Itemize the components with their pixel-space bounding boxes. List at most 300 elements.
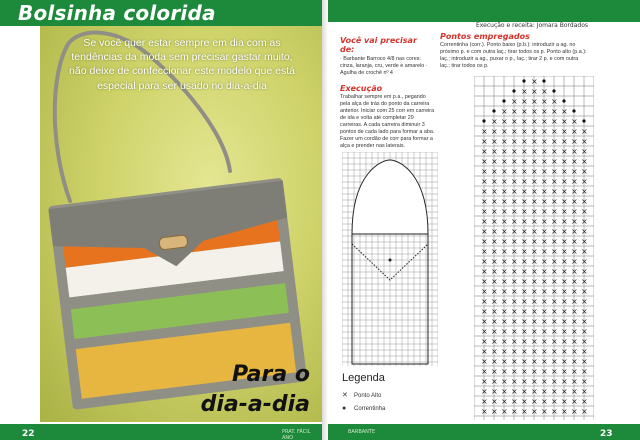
treble-stitch-mark: × [551, 137, 558, 146]
treble-stitch-mark: × [581, 377, 588, 386]
treble-stitch-mark: × [561, 237, 568, 246]
treble-stitch-mark: × [541, 377, 548, 386]
treble-stitch-mark: × [541, 317, 548, 326]
treble-stitch-mark: × [491, 297, 498, 306]
treble-stitch-mark: × [561, 217, 568, 226]
page-title: Bolsinha colorida [18, 1, 216, 25]
treble-stitch-mark: × [491, 167, 498, 176]
treble-stitch-mark: × [571, 157, 578, 166]
treble-stitch-mark: × [531, 297, 538, 306]
treble-stitch-mark: × [491, 337, 498, 346]
treble-stitch-mark: × [501, 397, 508, 406]
treble-stitch-mark: × [561, 177, 568, 186]
treble-stitch-mark: × [481, 307, 488, 316]
treble-stitch-mark: × [511, 327, 518, 336]
treble-stitch-mark: × [561, 407, 568, 416]
treble-stitch-mark: × [511, 237, 518, 246]
treble-stitch-mark: × [491, 407, 498, 416]
treble-stitch-mark: × [491, 287, 498, 296]
treble-stitch-mark: × [531, 137, 538, 146]
treble-stitch-mark: × [581, 157, 588, 166]
treble-stitch-mark: × [561, 137, 568, 146]
treble-stitch-mark: × [541, 87, 548, 96]
treble-stitch-mark: × [581, 237, 588, 246]
treble-stitch-mark: × [521, 157, 528, 166]
treble-stitch-mark: × [511, 217, 518, 226]
treble-stitch-mark: × [551, 287, 558, 296]
treble-stitch-mark: × [551, 117, 558, 126]
treble-stitch-mark: × [581, 397, 588, 406]
treble-stitch-mark: × [541, 407, 548, 416]
treble-stitch-mark: × [501, 207, 508, 216]
flap-diagram [342, 152, 438, 366]
treble-stitch-mark: × [561, 267, 568, 276]
treble-stitch-mark: × [491, 317, 498, 326]
treble-stitch-mark: × [501, 187, 508, 196]
treble-stitch-mark: × [571, 337, 578, 346]
treble-stitch-mark: × [581, 187, 588, 196]
treble-stitch-mark: × [581, 247, 588, 256]
treble-stitch-mark: × [551, 297, 558, 306]
treble-stitch-mark: × [541, 187, 548, 196]
treble-stitch-mark: × [521, 207, 528, 216]
treble-stitch-mark: × [551, 317, 558, 326]
treble-stitch-mark: × [521, 237, 528, 246]
treble-stitch-mark: × [531, 367, 538, 376]
treble-stitch-mark: × [541, 307, 548, 316]
treble-stitch-mark: × [501, 107, 508, 116]
treble-stitch-mark: × [531, 377, 538, 386]
treble-stitch-mark: × [571, 177, 578, 186]
treble-stitch-mark: × [541, 197, 548, 206]
treble-stitch-mark: × [541, 347, 548, 356]
treble-stitch-mark: × [501, 137, 508, 146]
treble-stitch-mark: × [581, 217, 588, 226]
treble-stitch-mark: × [491, 227, 498, 236]
treble-stitch-mark: × [481, 237, 488, 246]
treble-stitch-mark: × [541, 107, 548, 116]
treble-stitch-mark: × [501, 367, 508, 376]
treble-stitch-mark: × [491, 387, 498, 396]
treble-stitch-mark: × [531, 307, 538, 316]
treble-stitch-mark: × [561, 387, 568, 396]
execution-text: Trabalhar sempre em p.a., pegando pela alça de trás do ponto da carreira anterior. Iniciar com 25 corr em carreira de ida e volta até completar 29 carreiras. A cada carreira diminuir 3 pontos de cada lado para formar a aba. Fazer um cordão de corr para formar a alça e prender nas laterais. [340, 94, 435, 149]
treble-stitch-mark: × [551, 357, 558, 366]
treble-stitch-mark: × [511, 247, 518, 256]
treble-stitch-mark: × [561, 247, 568, 256]
treble-stitch-mark: × [501, 347, 508, 356]
treble-stitch-mark: × [541, 177, 548, 186]
treble-stitch-mark: × [481, 207, 488, 216]
treble-stitch-mark: × [481, 267, 488, 276]
treble-stitch-mark: × [531, 197, 538, 206]
treble-stitch-mark: × [541, 227, 548, 236]
treble-stitch-mark: × [511, 367, 518, 376]
treble-stitch-mark: × [571, 147, 578, 156]
materials-text: · Barbante Barroco 4/8 nas cores: cinza, laranja, cru, verde e amarelo · Agulha de crochê nº 4 [340, 56, 428, 76]
treble-stitch-mark: × [481, 337, 488, 346]
treble-stitch-mark: × [551, 97, 558, 106]
treble-stitch-mark: × [481, 197, 488, 206]
treble-stitch-mark: × [531, 267, 538, 276]
treble-stitch-mark: × [541, 397, 548, 406]
treble-stitch-mark: × [521, 357, 528, 366]
treble-stitch-mark: × [511, 97, 518, 106]
treble-stitch-mark: × [561, 187, 568, 196]
treble-stitch-mark: × [521, 327, 528, 336]
footer-band-left [0, 424, 322, 440]
treble-stitch-mark: × [541, 97, 548, 106]
treble-stitch-mark: × [551, 307, 558, 316]
treble-stitch-mark: × [541, 157, 548, 166]
treble-stitch-mark: × [491, 127, 498, 136]
treble-stitch-mark: × [481, 297, 488, 306]
treble-stitch-mark: × [571, 357, 578, 366]
treble-stitch-mark: × [571, 327, 578, 336]
treble-stitch-mark: × [491, 147, 498, 156]
treble-stitch-mark: × [561, 377, 568, 386]
treble-stitch-mark: × [521, 367, 528, 376]
treble-stitch-mark: × [531, 107, 538, 116]
treble-stitch-mark: × [531, 347, 538, 356]
dot-icon: ● [342, 405, 347, 412]
treble-stitch-mark: × [511, 107, 518, 116]
treble-stitch-mark: × [521, 227, 528, 236]
treble-stitch-mark: × [481, 127, 488, 136]
treble-stitch-mark: × [581, 357, 588, 366]
treble-stitch-mark: × [521, 167, 528, 176]
treble-stitch-mark: × [511, 347, 518, 356]
treble-stitch-mark: × [561, 107, 568, 116]
bag-outline-top [352, 160, 428, 234]
treble-stitch-mark: × [551, 257, 558, 266]
treble-stitch-mark: × [581, 277, 588, 286]
treble-stitch-mark: × [531, 397, 538, 406]
treble-stitch-mark: × [501, 157, 508, 166]
treble-stitch-mark: × [551, 237, 558, 246]
treble-stitch-mark: × [541, 127, 548, 136]
treble-stitch-mark: × [501, 197, 508, 206]
treble-stitch-mark: × [501, 217, 508, 226]
treble-stitch-mark: × [541, 297, 548, 306]
treble-stitch-mark: × [571, 197, 578, 206]
treble-stitch-mark: × [551, 267, 558, 276]
treble-stitch-mark: × [571, 347, 578, 356]
treble-stitch-mark: × [501, 267, 508, 276]
treble-stitch-mark: × [501, 307, 508, 316]
execution-heading: Execução [340, 84, 383, 93]
treble-stitch-mark: × [491, 267, 498, 276]
treble-stitch-mark: × [581, 387, 588, 396]
treble-stitch-mark: × [551, 377, 558, 386]
treble-stitch-mark: × [501, 317, 508, 326]
treble-stitch-mark: × [481, 357, 488, 366]
treble-stitch-mark: × [501, 237, 508, 246]
treble-stitch-mark: × [521, 307, 528, 316]
treble-stitch-mark: × [551, 197, 558, 206]
chain-stitch-dot [552, 89, 555, 92]
treble-stitch-mark: × [531, 127, 538, 136]
x-mark-icon: ✕ [342, 392, 348, 399]
treble-stitch-mark: × [571, 227, 578, 236]
treble-stitch-mark: × [581, 307, 588, 316]
treble-stitch-mark: × [551, 157, 558, 166]
treble-stitch-mark: × [551, 367, 558, 376]
treble-stitch-mark: × [541, 257, 548, 266]
treble-stitch-mark: × [501, 327, 508, 336]
treble-stitch-mark: × [491, 307, 498, 316]
treble-stitch-mark: × [571, 247, 578, 256]
credit-line: Execução e receita: Jomara Bordados [476, 22, 588, 29]
treble-stitch-mark: × [531, 327, 538, 336]
treble-stitch-mark: × [521, 117, 528, 126]
treble-stitch-mark: × [501, 337, 508, 346]
treble-stitch-mark: × [501, 407, 508, 416]
treble-stitch-mark: × [481, 287, 488, 296]
treble-stitch-mark: × [481, 157, 488, 166]
treble-stitch-mark: × [531, 177, 538, 186]
treble-stitch-mark: × [511, 357, 518, 366]
treble-stitch-mark: × [561, 297, 568, 306]
treble-stitch-mark: × [571, 407, 578, 416]
treble-stitch-mark: × [531, 337, 538, 346]
right-page [328, 0, 640, 440]
treble-stitch-mark: × [541, 357, 548, 366]
treble-stitch-mark: × [521, 277, 528, 286]
chain-stitch-dot [542, 79, 545, 82]
treble-stitch-mark: × [521, 87, 528, 96]
treble-stitch-mark: × [521, 187, 528, 196]
treble-stitch-mark: × [531, 157, 538, 166]
treble-stitch-mark: × [571, 127, 578, 136]
treble-stitch-mark: × [571, 167, 578, 176]
chain-stitch-dot [502, 99, 505, 102]
treble-stitch-mark: × [551, 147, 558, 156]
treble-stitch-mark: × [561, 257, 568, 266]
treble-stitch-mark: × [551, 327, 558, 336]
treble-stitch-mark: × [511, 277, 518, 286]
treble-stitch-mark: × [531, 277, 538, 286]
treble-stitch-mark: × [481, 187, 488, 196]
treble-stitch-mark: × [481, 167, 488, 176]
treble-stitch-mark: × [521, 247, 528, 256]
treble-stitch-mark: × [501, 297, 508, 306]
chain-stitch-dot [562, 99, 565, 102]
treble-stitch-mark: × [511, 117, 518, 126]
treble-stitch-mark: × [541, 237, 548, 246]
treble-stitch-mark: × [521, 177, 528, 186]
treble-stitch-mark: × [571, 307, 578, 316]
treble-stitch-mark: × [581, 367, 588, 376]
treble-stitch-mark: × [531, 257, 538, 266]
chain-stitch-dot [512, 89, 515, 92]
treble-stitch-mark: × [531, 207, 538, 216]
treble-stitch-mark: × [571, 137, 578, 146]
treble-stitch-mark: × [511, 307, 518, 316]
page-number-left: 22 [22, 429, 35, 439]
treble-stitch-mark: × [581, 137, 588, 146]
treble-stitch-mark: × [571, 397, 578, 406]
treble-stitch-mark: × [521, 407, 528, 416]
chain-stitch-dot [522, 79, 525, 82]
treble-stitch-mark: × [571, 217, 578, 226]
treble-stitch-mark: × [481, 387, 488, 396]
treble-stitch-mark: × [511, 267, 518, 276]
treble-stitch-mark: × [511, 137, 518, 146]
treble-stitch-mark: × [541, 367, 548, 376]
treble-stitch-mark: × [491, 197, 498, 206]
treble-stitch-mark: × [541, 277, 548, 286]
treble-stitch-mark: × [531, 217, 538, 226]
treble-stitch-mark: × [561, 367, 568, 376]
legend-label: Correntinha [354, 406, 386, 412]
treble-stitch-mark: × [571, 297, 578, 306]
treble-stitch-mark: × [491, 207, 498, 216]
treble-stitch-mark: × [581, 347, 588, 356]
treble-stitch-mark: × [491, 187, 498, 196]
treble-stitch-mark: × [531, 97, 538, 106]
treble-stitch-mark: × [561, 207, 568, 216]
treble-stitch-mark: × [511, 227, 518, 236]
treble-stitch-mark: × [511, 257, 518, 266]
treble-stitch-mark: × [481, 317, 488, 326]
treble-stitch-mark: × [521, 397, 528, 406]
treble-stitch-mark: × [551, 187, 558, 196]
chart-stitch-marks [481, 77, 588, 416]
treble-stitch-mark: × [531, 387, 538, 396]
treble-stitch-mark: × [561, 167, 568, 176]
treble-stitch-mark: × [571, 237, 578, 246]
treble-stitch-mark: × [491, 377, 498, 386]
treble-stitch-mark: × [571, 367, 578, 376]
treble-stitch-mark: × [521, 377, 528, 386]
treble-stitch-mark: × [531, 317, 538, 326]
treble-stitch-mark: × [491, 357, 498, 366]
treble-stitch-mark: × [491, 247, 498, 256]
treble-stitch-mark: × [501, 247, 508, 256]
treble-stitch-mark: × [501, 147, 508, 156]
treble-stitch-mark: × [511, 207, 518, 216]
treble-stitch-mark: × [491, 327, 498, 336]
treble-stitch-mark: × [501, 227, 508, 236]
treble-stitch-mark: × [551, 217, 558, 226]
chain-stitch-dot [572, 109, 575, 112]
treble-stitch-mark: × [561, 357, 568, 366]
treble-stitch-mark: × [491, 277, 498, 286]
treble-stitch-mark: × [511, 177, 518, 186]
treble-stitch-mark: × [581, 287, 588, 296]
treble-stitch-mark: × [561, 277, 568, 286]
treble-stitch-mark: × [521, 147, 528, 156]
treble-stitch-mark: × [561, 117, 568, 126]
button-mark-icon [389, 259, 392, 262]
treble-stitch-mark: × [541, 267, 548, 276]
treble-stitch-mark: × [481, 347, 488, 356]
header-band-right [328, 0, 640, 22]
treble-stitch-mark: × [501, 257, 508, 266]
publication-right: BARBANTE [348, 429, 376, 435]
treble-stitch-mark: × [511, 197, 518, 206]
treble-stitch-mark: × [481, 217, 488, 226]
treble-stitch-mark: × [581, 337, 588, 346]
treble-stitch-mark: × [531, 247, 538, 256]
treble-stitch-mark: × [491, 237, 498, 246]
treble-stitch-mark: × [511, 397, 518, 406]
treble-stitch-mark: × [491, 347, 498, 356]
treble-stitch-mark: × [551, 407, 558, 416]
treble-stitch-mark: × [531, 187, 538, 196]
legend-label: Ponto Alto [354, 393, 382, 399]
treble-stitch-mark: × [551, 227, 558, 236]
treble-stitch-mark: × [541, 117, 548, 126]
treble-stitch-mark: × [551, 127, 558, 136]
treble-stitch-mark: × [541, 247, 548, 256]
treble-stitch-mark: × [551, 107, 558, 116]
treble-stitch-mark: × [491, 217, 498, 226]
legend-item-ponto-alto [342, 391, 381, 399]
treble-stitch-mark: × [501, 357, 508, 366]
treble-stitch-mark: × [541, 207, 548, 216]
treble-stitch-mark: × [581, 147, 588, 156]
treble-stitch-mark: × [481, 367, 488, 376]
treble-stitch-mark: × [501, 377, 508, 386]
treble-stitch-mark: × [531, 357, 538, 366]
treble-stitch-mark: × [571, 317, 578, 326]
treble-stitch-mark: × [521, 347, 528, 356]
treble-stitch-mark: × [511, 387, 518, 396]
treble-stitch-mark: × [491, 367, 498, 376]
treble-stitch-mark: × [541, 287, 548, 296]
treble-stitch-mark: × [581, 327, 588, 336]
treble-stitch-mark: × [551, 177, 558, 186]
treble-stitch-mark: × [481, 257, 488, 266]
treble-stitch-mark: × [521, 297, 528, 306]
publication-left: PRAT. FÁCIL ANO [282, 429, 311, 440]
treble-stitch-mark: × [581, 227, 588, 236]
intro-text: Se você quer estar sempre em dia com as tendências da moda sem precisar gastar muito, não deixe de confeccionar este modelo que está especial para ser usado no dia-a-dia [69, 37, 295, 92]
treble-stitch-mark: × [551, 347, 558, 356]
treble-stitch-mark: × [511, 157, 518, 166]
treble-stitch-mark: × [571, 267, 578, 276]
treble-stitch-mark: × [561, 347, 568, 356]
treble-stitch-mark: × [511, 377, 518, 386]
treble-stitch-mark: × [511, 147, 518, 156]
treble-stitch-mark: × [541, 137, 548, 146]
treble-stitch-mark: × [581, 197, 588, 206]
treble-stitch-mark: × [521, 337, 528, 346]
treble-stitch-mark: × [561, 197, 568, 206]
treble-stitch-mark: × [571, 387, 578, 396]
treble-stitch-mark: × [501, 287, 508, 296]
treble-stitch-mark: × [581, 267, 588, 276]
treble-stitch-mark: × [531, 117, 538, 126]
treble-stitch-mark: × [541, 217, 548, 226]
treble-stitch-mark: × [481, 377, 488, 386]
treble-stitch-mark: × [531, 227, 538, 236]
treble-stitch-mark: × [511, 127, 518, 136]
treble-stitch-mark: × [551, 387, 558, 396]
treble-stitch-mark: × [551, 167, 558, 176]
treble-stitch-mark: × [551, 247, 558, 256]
cta-line-1: Para o [231, 362, 310, 387]
treble-stitch-mark: × [481, 277, 488, 286]
treble-stitch-mark: × [511, 167, 518, 176]
treble-stitch-mark: × [551, 207, 558, 216]
treble-stitch-mark: × [561, 327, 568, 336]
treble-stitch-mark: × [561, 317, 568, 326]
treble-stitch-mark: × [561, 147, 568, 156]
treble-stitch-mark: × [571, 287, 578, 296]
